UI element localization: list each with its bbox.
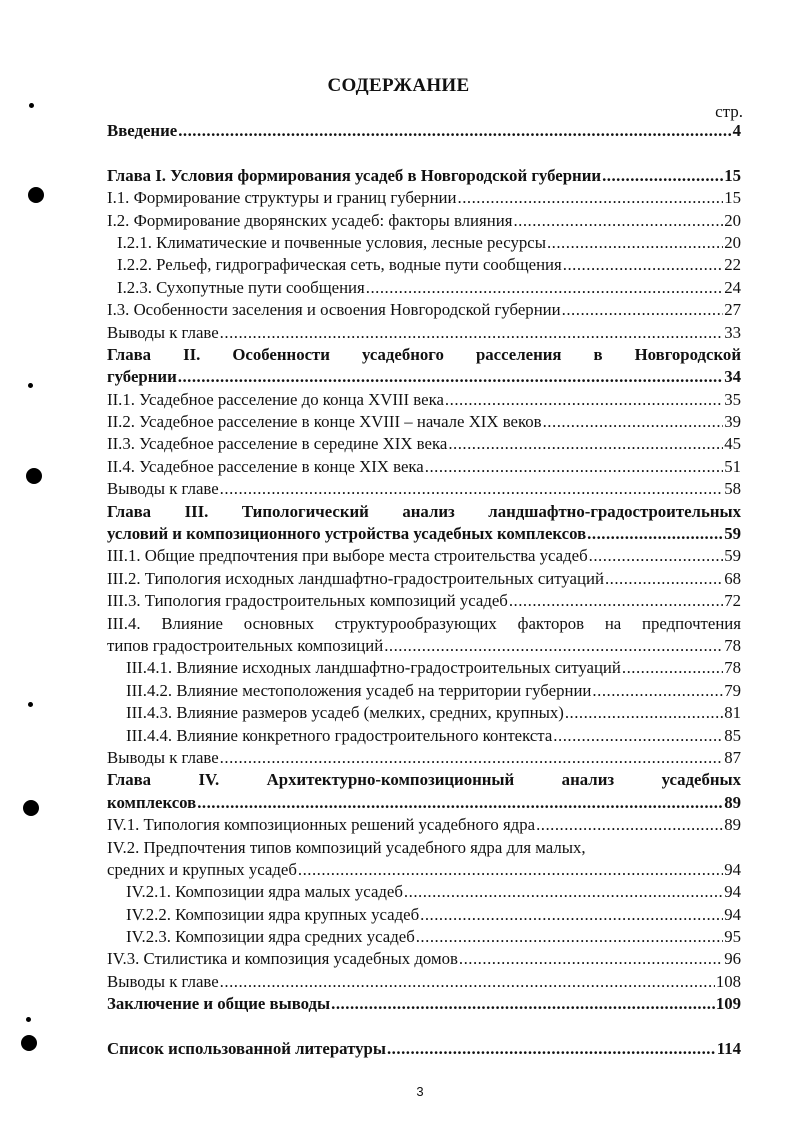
toc-entry-chapter-4[interactable]: комплексов ..... 89 xyxy=(107,792,741,814)
binder-hole xyxy=(21,1035,37,1051)
toc-entry-1-2-3[interactable]: I.2.3. Сухопутные пути сообщения ..... 24 xyxy=(107,277,741,299)
toc-entry-1-2-2[interactable]: I.2.2. Рельеф, гидрографическая сеть, водные пути сообщения ..... 22 xyxy=(107,254,741,276)
toc-entry-4-conclusions[interactable]: Выводы к главе ..... 108 xyxy=(107,971,741,993)
toc-entry-4-2-line1[interactable]: IV.2. Предпочтения типов композиций усадебного ядра для малых, xyxy=(107,837,586,857)
table-of-contents xyxy=(107,120,741,1060)
page-column-label: стр. xyxy=(715,102,743,121)
toc-entry-2-2[interactable]: II.2. Усадебное расселение в конце XVIII – начале XIX веков ..... 39 xyxy=(107,411,741,433)
toc-entry-1-1[interactable]: I.1. Формирование структуры и границ губернии ..... 15 xyxy=(107,187,741,209)
toc-entry-4-2-1[interactable]: IV.2.1. Композиции ядра малых усадеб ..... 94 xyxy=(107,881,741,903)
scan-mark xyxy=(26,1017,31,1022)
page-number: 3 xyxy=(416,1084,424,1099)
toc-entry-intro[interactable]: Введение ..... 4 xyxy=(107,120,741,142)
toc-entry-4-2-3[interactable]: IV.2.3. Композиции ядра средних усадеб ..... 95 xyxy=(107,926,741,948)
binder-hole xyxy=(23,800,39,816)
toc-entry-3-3[interactable]: III.3. Типология градостроительных композиций усадеб ..... 72 xyxy=(107,590,741,612)
scan-mark xyxy=(28,702,33,707)
toc-entry-chapter-1[interactable]: Глава I. Условия формирования усадеб в Новгородской губернии ..... 15 xyxy=(107,165,741,187)
toc-entry-2-1[interactable]: II.1. Усадебное расселение до конца XVIII века ..... 35 xyxy=(107,389,741,411)
toc-entry-3-4-3[interactable]: III.4.3. Влияние размеров усадеб (мелких, средних, крупных) ..... 81 xyxy=(107,702,741,724)
toc-entry-4-2[interactable]: средних и крупных усадеб ..... 94 xyxy=(107,859,741,881)
toc-entry-3-conclusions[interactable]: Выводы к главе ..... 87 xyxy=(107,747,741,769)
binder-hole xyxy=(26,468,42,484)
toc-entry-4-1[interactable]: IV.1. Типология композиционных решений усадебного ядра ..... 89 xyxy=(107,814,741,836)
toc-entry-chapter-2-line1[interactable]: Глава II. Особенности усадебного расселения в Новгородской xyxy=(107,344,741,364)
toc-entry-4-2-2[interactable]: IV.2.2. Композиции ядра крупных усадеб ..... 94 xyxy=(107,904,741,926)
binder-hole xyxy=(28,187,44,203)
toc-entry-3-4[interactable]: типов градостроительных композиций ..... 78 xyxy=(107,635,741,657)
toc-entry-2-4[interactable]: II.4. Усадебное расселение в конце XIX века ..... 51 xyxy=(107,456,741,478)
toc-entry-chapter-4-line1[interactable]: Глава IV. Архитектурно-композиционный анализ усадебных xyxy=(107,770,741,790)
toc-entry-3-4-2[interactable]: III.4.2. Влияние местоположения усадеб на территории губернии ..... 79 xyxy=(107,680,741,702)
toc-entry-1-3[interactable]: I.3. Особенности заселения и освоения Новгородской губернии ..... 27 xyxy=(107,299,741,321)
toc-entry-1-2[interactable]: I.2. Формирование дворянских усадеб: факторы влияния ..... 20 xyxy=(107,210,741,232)
toc-entry-chapter-3-line1[interactable]: Глава III. Типологический анализ ландшафтно-градостроительных xyxy=(107,501,741,521)
toc-entry-4-3[interactable]: IV.3. Стилистика и композиция усадебных домов ..... 96 xyxy=(107,948,741,970)
toc-entry-2-conclusions[interactable]: Выводы к главе ..... 58 xyxy=(107,478,741,500)
toc-entry-3-4-line1[interactable]: III.4. Влияние основных структурообразующих факторов на предпочтения xyxy=(107,613,741,633)
toc-entry-3-2[interactable]: III.2. Типология исходных ландшафтно-градостроительных ситуаций ..... 68 xyxy=(107,568,741,590)
scan-mark xyxy=(28,383,33,388)
toc-entry-chapter-2[interactable]: губернии ..... 34 xyxy=(107,366,741,388)
toc-entry-chapter-3[interactable]: условий и композиционного устройства усадебных комплексов ..... 59 xyxy=(107,523,741,545)
toc-entry-bibliography[interactable]: Список использованной литературы ..... 114 xyxy=(107,1038,741,1060)
toc-entry-3-4-1[interactable]: III.4.1. Влияние исходных ландшафтно-градостроительных ситуаций ..... 78 xyxy=(107,657,741,679)
scan-mark xyxy=(29,103,34,108)
toc-entry-conclusion[interactable]: Заключение и общие выводы ..... 109 xyxy=(107,993,741,1015)
toc-entry-1-2-1[interactable]: I.2.1. Климатические и почвенные условия, лесные ресурсы ..... 20 xyxy=(107,232,741,254)
toc-entry-3-1[interactable]: III.1. Общие предпочтения при выборе места строительства усадеб ..... 59 xyxy=(107,545,741,567)
toc-entry-1-conclusions[interactable]: Выводы к главе ..... 33 xyxy=(107,322,741,344)
toc-entry-3-4-4[interactable]: III.4.4. Влияние конкретного градостроительного контекста ..... 85 xyxy=(107,725,741,747)
toc-entry-2-3[interactable]: II.3. Усадебное расселение в середине XIX века ..... 45 xyxy=(107,433,741,455)
page-title: СОДЕРЖАНИЕ xyxy=(327,75,470,96)
